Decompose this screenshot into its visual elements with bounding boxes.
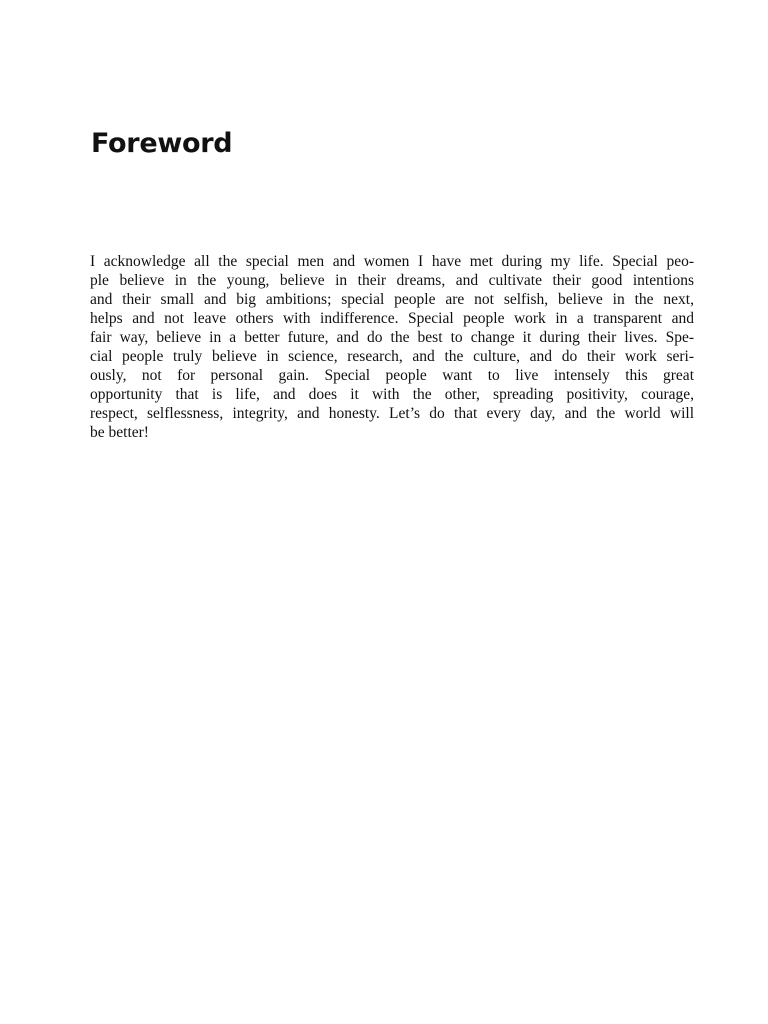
foreword-paragraph — [90, 252, 694, 442]
paragraph-line: helps and not leave others with indifference. Special people work in a transparent and — [90, 310, 694, 327]
paragraph-line: ously, not for personal gain. Special people want to live intensely this great — [90, 367, 694, 384]
paragraph-line: opportunity that is life, and does it with the other, spreading positivity, courage, — [90, 386, 694, 403]
paragraph-line: and their small and big ambitions; special people are not selfish, believe in the next, — [90, 291, 694, 308]
paragraph-line: be better! — [90, 424, 149, 441]
paragraph-line: ple believe in the young, believe in their dreams, and cultivate their good intentions — [90, 272, 694, 289]
paragraph-line: cial people truly believe in science, research, and the culture, and do their work seri- — [90, 348, 694, 365]
page-title: Foreword — [91, 128, 233, 159]
paragraph-line: I acknowledge all the special men and women I have met during my life. Special peo- — [90, 253, 694, 270]
paragraph-line: fair way, believe in a better future, and do the best to change it during their lives. Spe- — [90, 329, 694, 346]
paragraph-line: respect, selflessness, integrity, and honesty. Let’s do that every day, and the world will — [90, 405, 694, 422]
